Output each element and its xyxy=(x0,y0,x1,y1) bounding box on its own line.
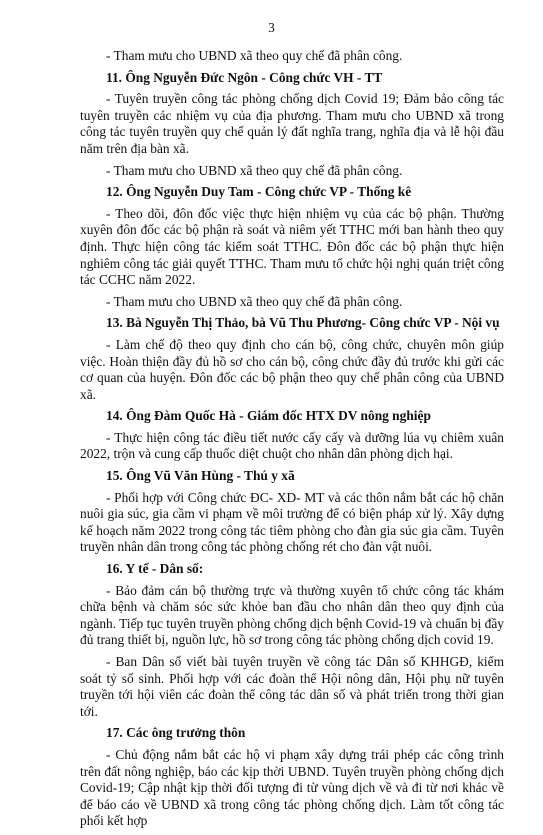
document-body xyxy=(80,48,504,835)
paragraph: - Phối hợp với Công chức ĐC- XD- MT và các thôn nắm bắt các hộ chăn nuôi gia súc, gia cầm vi phạm về môi trường để có biện pháp xử lý. Xây dựng kế hoạch năm 2022 trong công tác tiêm phòng cho đàn gia súc gia cầm. Tuyên truyền nhân dân trong công tác phòng chống rét cho đàn vật nuôi. xyxy=(80,489,504,555)
paragraph: - Ban Dân số viết bài tuyên truyền về công tác Dân số KHHGĐ, kiểm soát tỷ số sinh. Phối hợp với các đoàn thể Hội nông dân, Hội phụ nữ tuyên truyền tới hội viên các đoàn thể công tác dân số và phát triển trong thời gian tới. xyxy=(80,654,504,719)
paragraph: - Bảo đảm cán bộ thường trực và thường xuyên tổ chức công tác khám chữa bệnh và chăm sóc sức khỏe ban đầu cho nhân dân theo quy định của ngành. Tiếp tục tuyên truyền phòng chống dịch bệnh Covid-19 và chuẩn bị đầy đủ trang thiết bị, nguồn lực, hồ sơ trong công tác phòng chống dịch covid 19. xyxy=(80,582,504,648)
paragraph: - Theo dõi, đôn đốc việc thực hiện nhiệm vụ của các bộ phận. Thường xuyên đôn đốc các bộ phận rà soát và niêm yết TTHC mới ban hành theo quy định. Thực hiện công tác kiểm soát TTHC. Đôn đốc các bộ phận thực hiện nghiêm công tác giải quyết TTHC. Tham mưu tổ chức hội nghị quán triệt công tác CCHC năm 2022. xyxy=(80,205,504,288)
paragraph: - Tham mưu cho UBND xã theo quy chế đã phân công. xyxy=(106,162,403,178)
paragraph: - Làm chế độ theo quy định cho cán bộ, công chức, chuyên môn giúp việc. Hoàn thiện đầy đủ hồ sơ cho cán bộ, công chức đầy đủ trước khi gửi các cơ quan của huyện. Đôn đốc các bộ phận theo quy chế phân công của UBND xã. xyxy=(80,336,504,402)
paragraph: - Tham mưu cho UBND xã theo quy chế đã phân công. xyxy=(106,48,403,63)
section-heading: 12. Ông Nguyễn Duy Tam - Công chức VP - Thống kê xyxy=(106,184,412,200)
section-heading: 14. Ông Đàm Quốc Hà - Giám đốc HTX DV nông nghiệp xyxy=(106,408,431,424)
section-heading: 16. Y tế - Dân số: xyxy=(106,561,204,577)
paragraph: - Thực hiện công tác điều tiết nước cấy cấy và dưỡng lúa vụ chiêm xuân 2022, trộn và cung cấp thuốc diệt chuột cho nhân dân phòng dịch hại. xyxy=(80,429,504,462)
section-heading: 11. Ông Nguyễn Đức Ngôn - Công chức VH - TT xyxy=(106,69,383,85)
paragraph: - Chủ động nắm bắt các hộ vi phạm xây dựng trái phép các công trình trên đất nông nghiệp, báo các kịp thời UBND. Tuyên truyền phòng chống dịch Covid-19; Cập nhật kịp thời đối tượng đi từ vùng dịch về và đi từ nơi khác về để báo cáo về UBND xã trong công tác phòng chống dịch. Làm tốt công tác phối kết hợp xyxy=(80,746,504,829)
section-heading: 15. Ông Vũ Văn Hùng - Thú y xã xyxy=(106,468,295,484)
section-heading: 13. Bà Nguyễn Thị Thảo, bà Vũ Thu Phương- Công chức VP - Nội vụ xyxy=(106,315,500,331)
paragraph: - Tham mưu cho UBND xã theo quy chế đã phân công. xyxy=(106,293,403,309)
paragraph: - Tuyên truyền công tác phòng chống dịch Covid 19; Đảm bảo công tác tuyên truyền các nhiệm vụ của địa phương. Tham mưu cho UBND xã trong công tác tuyên truyền quy chế quản lý đất nghĩa trang, nghĩa địa và lễ hội đầu năm trên địa bàn xã. xyxy=(80,91,504,156)
page-number: 3 xyxy=(268,20,275,35)
section-heading: 17. Các ông trưởng thôn xyxy=(106,725,246,741)
